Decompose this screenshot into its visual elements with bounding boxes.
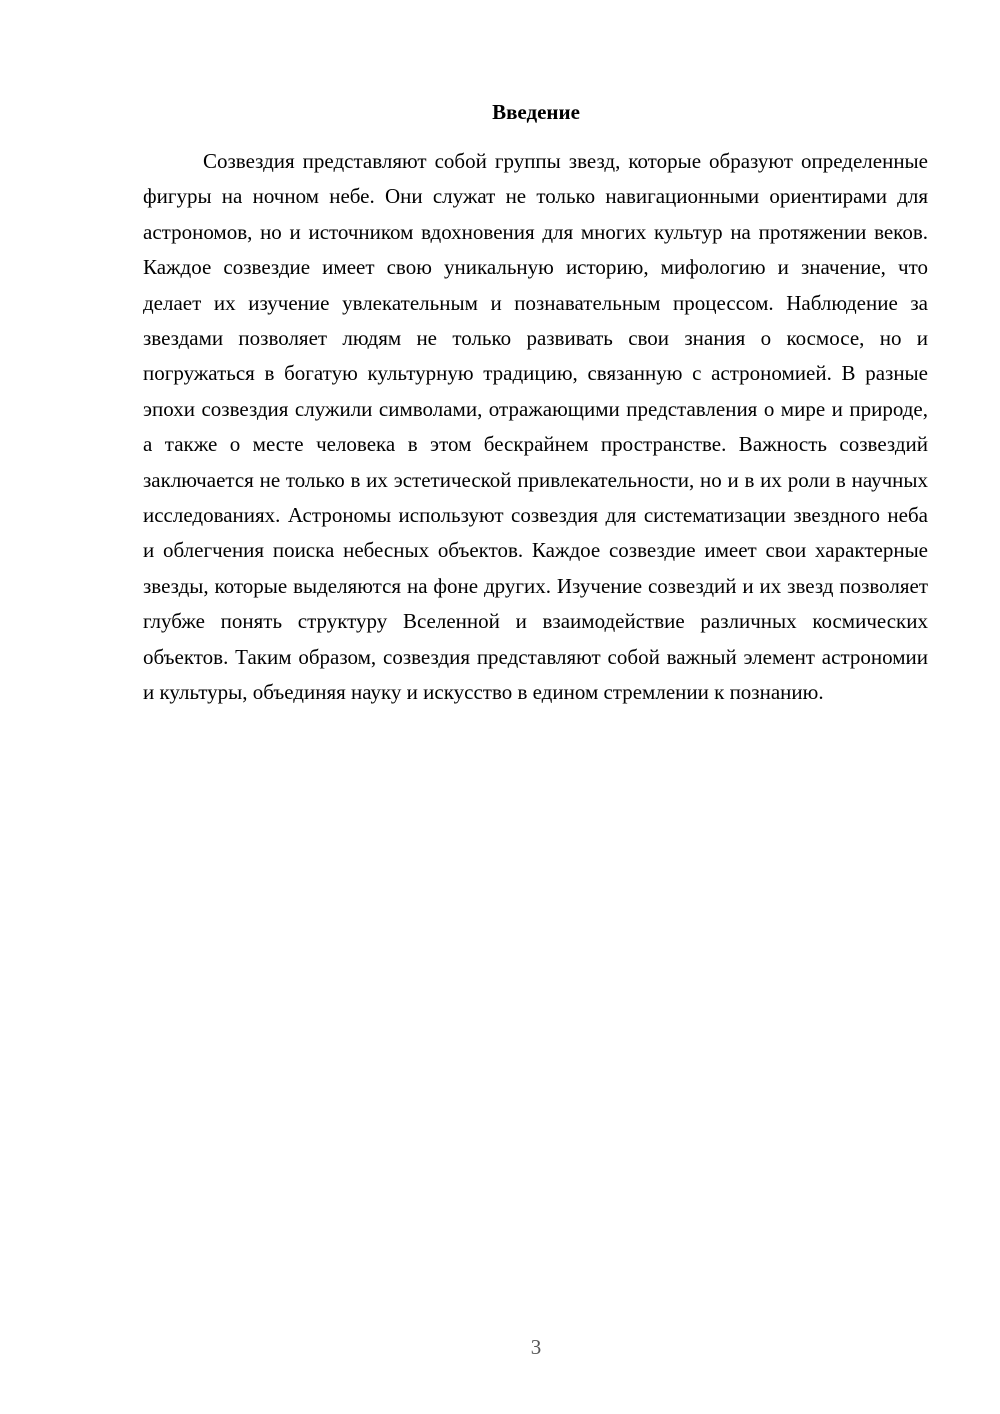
section-heading: Введение <box>492 100 580 124</box>
page-number: 3 <box>530 1335 542 1359</box>
body-paragraph: Созвездия представляют собой группы звезд, которые образуют определенные фигуры на ночном небе. Они служат не только навигационными ориентирами для астрономов, но и источником вдохновения для многих культур на протяжении веков. Каждое созвездие имеет свою уникальную историю, мифологию и значение, что делает их изучение увлекательным и познавательным процессом. Наблюдение за звездами позволяет людям не только развивать свои знания о космосе, но и погружаться в богатую культурную традицию, связанную с астрономией. В разные эпохи созвездия служили символами, отражающими представления о мире и природе, а также о месте человека в этом бескрайнем пространстве. Важность созвездий заключается не только в их эстетической привлекательности, но и в их роли в научных исследованиях. Астрономы используют созвездия для систематизации звездного неба и облегчения поиска небесных объектов. Каждое созвездие имеет свои характерные звезды, которые выделяются на фоне других. Изучение созвездий и их звезд позволяет глубже понять структуру Вселенной и взаимодействие различных космических объектов. Таким образом, созвездия представляют собой важный элемент астрономии и культуры, объединяя науку и искусство в едином стремлении к познанию. <box>143 149 928 705</box>
